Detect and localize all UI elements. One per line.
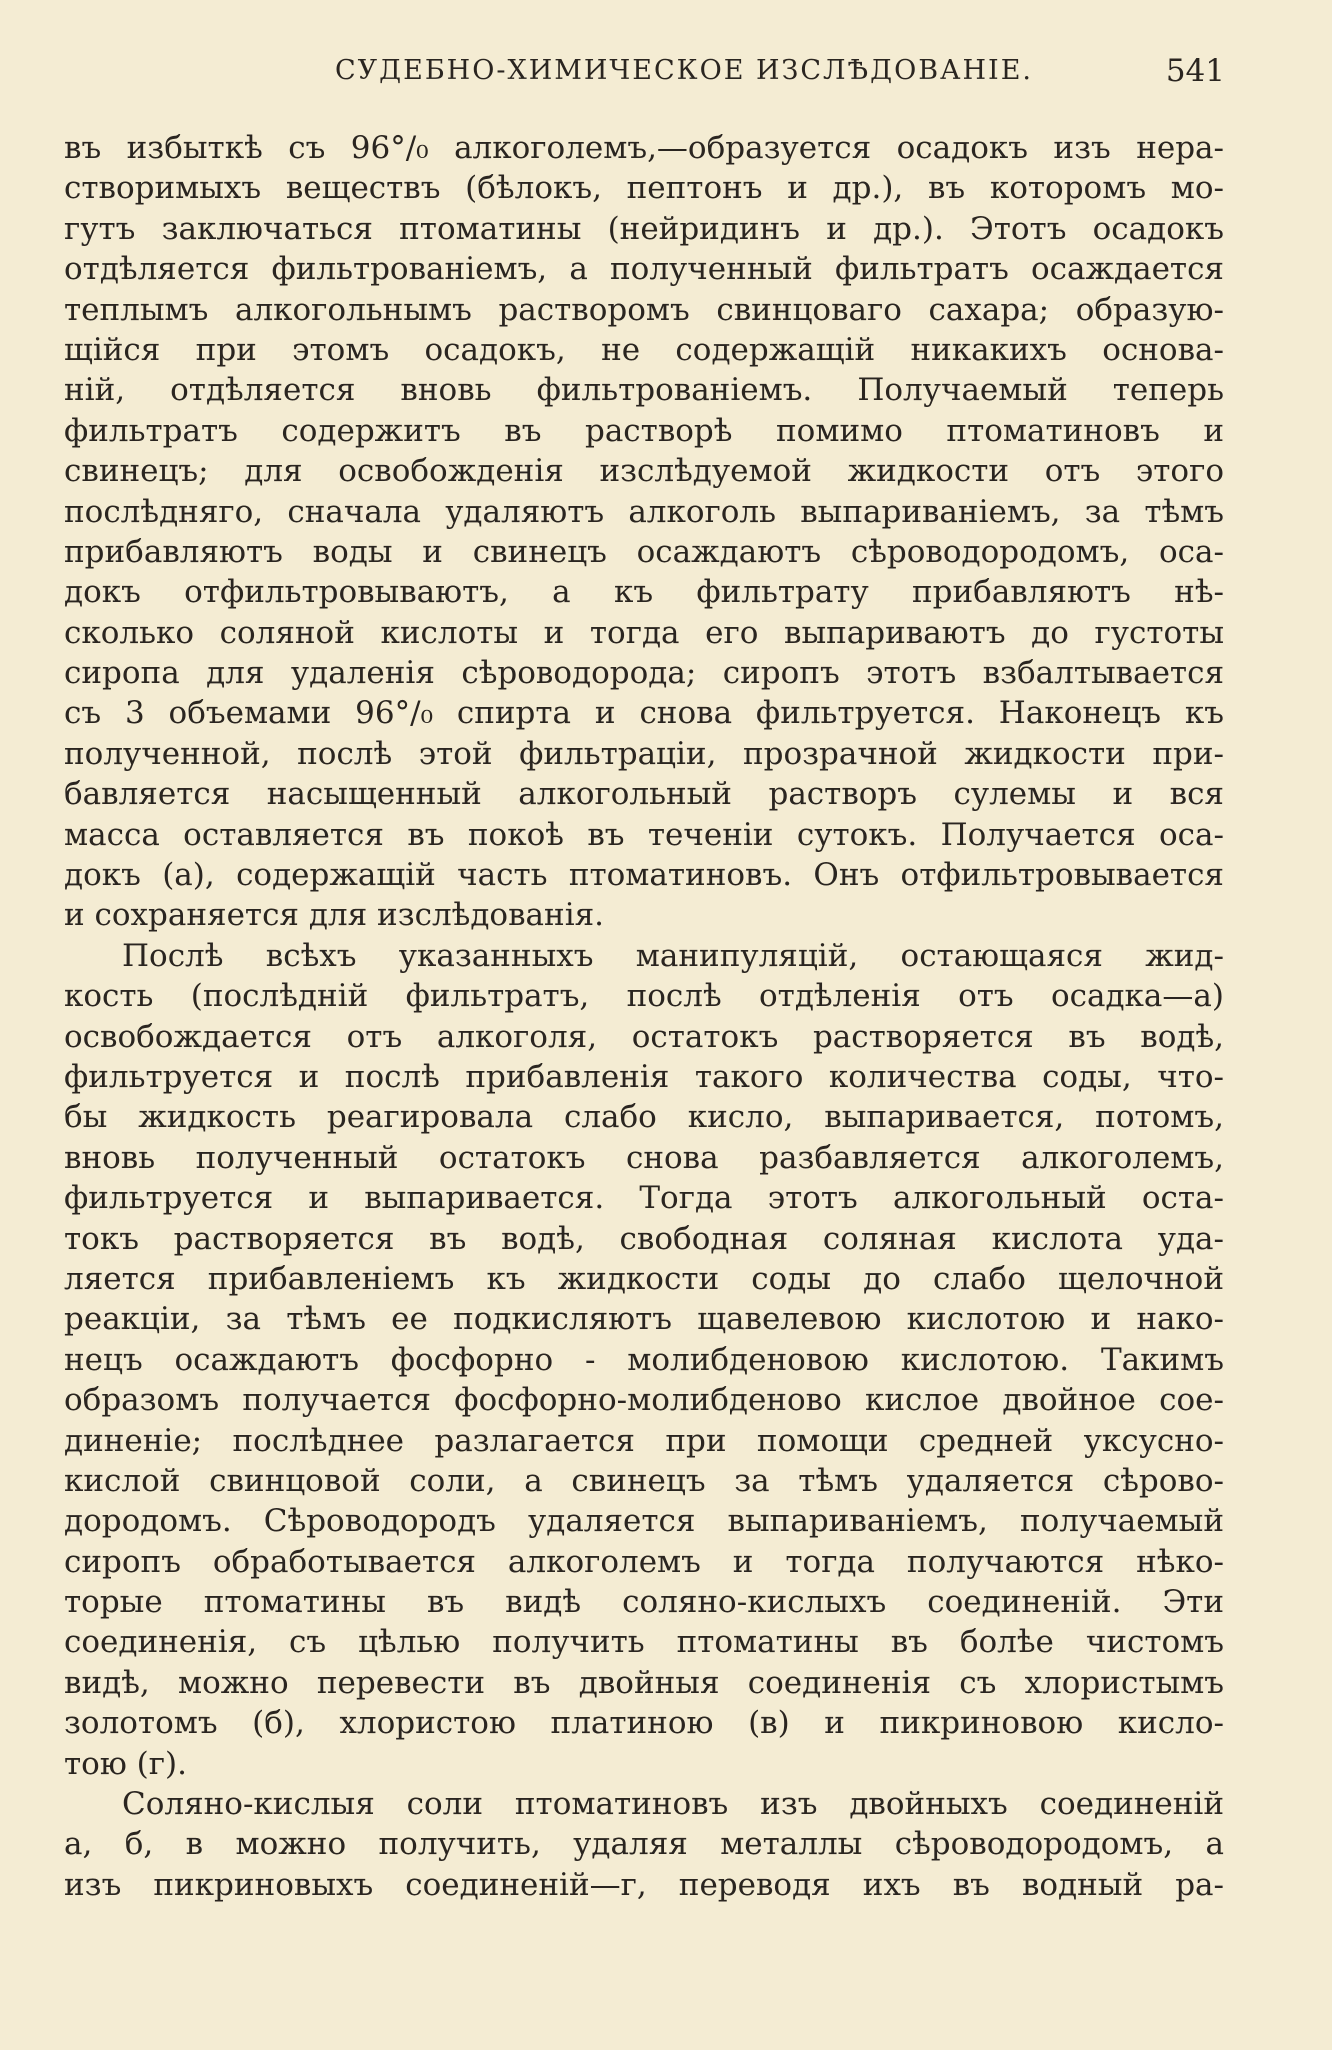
paragraph <box>64 936 1224 1784</box>
text-line: прибавляютъ воды и свинецъ осаждаютъ сѣроводородомъ, оса- <box>64 533 1224 570</box>
text-line: а, б, в можно получить, удаляя металлы сѣроводородомъ, а <box>64 1826 1224 1863</box>
text-line: послѣдняго, сначала удаляютъ алкоголь выпариваніемъ, за тѣмъ <box>64 493 1224 530</box>
text-line: соединенія, съ цѣлью получить птоматины въ болѣе чистомъ <box>64 1624 1224 1661</box>
text-line: фильтратъ содержитъ въ растворѣ помимо птоматиновъ и <box>64 412 1224 449</box>
text-line: масса оставляется въ покоѣ въ теченіи сутокъ. Получается оса- <box>64 816 1224 853</box>
text-line: въ избыткѣ съ 96°/₀ алкоголемъ,—образуется осадокъ изъ нера- <box>64 130 1224 166</box>
text-line: видѣ, можно перевести въ двойныя соединенія съ хлористымъ <box>64 1664 1224 1701</box>
running-head: СУДЕБНО-ХИМИЧЕСКОЕ ИЗСЛѢДОВАНІЕ. <box>335 55 1033 86</box>
text-line: вновь полученный остатокъ снова разбавляется алкоголемъ, <box>64 1139 1224 1176</box>
text-line: реакціи, за тѣмъ ее подкисляютъ щавелевою кислотою и нако- <box>64 1301 1224 1338</box>
text-line: дородомъ. Сѣроводородъ удаляется выпариваніемъ, получаемый <box>64 1503 1224 1540</box>
text-line: сколько соляной кислоты и тогда его выпариваютъ до густоты <box>64 614 1224 651</box>
text-line: Соляно-кислыя соли птоматиновъ изъ двойныхъ соединеній <box>122 1786 1224 1823</box>
text-line: докъ (а), содержащій часть птоматиновъ. Онъ отфильтровывается <box>64 857 1224 894</box>
text-line: изъ пикриновыхъ соединеній—г, переводя ихъ въ водный ра- <box>64 1866 1224 1903</box>
text-line: ляется прибавленіемъ къ жидкости соды до слабо щелочной <box>64 1260 1224 1297</box>
text-line: сиропъ обработывается алкоголемъ и тогда получаются нѣко- <box>64 1543 1224 1580</box>
text-line: фильтруется и выпаривается. Тогда этотъ алкогольный оста- <box>64 1180 1224 1217</box>
text-line: бавляется насыщенный алкогольный растворъ сулемы и вся <box>64 776 1224 813</box>
text-line: кислой свинцовой соли, а свинецъ за тѣмъ удаляется сѣрово- <box>64 1462 1224 1499</box>
text-line: фильтруется и послѣ прибавленія такого количества соды, что- <box>64 1058 1224 1095</box>
text-line: щійся при этомъ осадокъ, не содержащій никакихъ основа- <box>64 331 1224 368</box>
text-line: освобождается отъ алкоголя, остатокъ растворяется въ водѣ, <box>64 1018 1224 1055</box>
paragraph <box>64 1784 1224 1905</box>
text-line: диненіе; послѣднее разлагается при помощи средней уксусно- <box>64 1422 1224 1459</box>
text-line: и сохраняется для изслѣдованія. <box>64 897 605 934</box>
page-header <box>335 48 1225 94</box>
text-line: свинецъ; для освобожденія изслѣдуемой жидкости отъ этого <box>64 453 1224 490</box>
paragraph <box>64 128 1224 936</box>
text-line: теплымъ алкогольнымъ растворомъ свинцоваго сахара; образую- <box>64 291 1224 328</box>
text-line: гутъ заключаться птоматины (нейридинъ и др.). Этотъ осадокъ <box>64 210 1224 247</box>
text-line: торые птоматины въ видѣ соляно-кислыхъ соединеній. Эти <box>64 1584 1224 1621</box>
body-text <box>64 128 1224 1905</box>
text-line: докъ отфильтровываютъ, а къ фильтрату прибавляютъ нѣ- <box>64 574 1224 611</box>
text-line: золотомъ (б), хлористою платиною (в) и пикриновою кисло- <box>64 1705 1224 1742</box>
text-line: образомъ получается фосфорно-молибденово кислое двойное сое- <box>64 1382 1224 1419</box>
page-number: 541 <box>1165 53 1225 89</box>
text-line: створимыхъ веществъ (бѣлокъ, пептонъ и др.), въ которомъ мо- <box>64 170 1224 207</box>
text-line: токъ растворяется въ водѣ, свободная соляная кислота уда- <box>64 1220 1224 1257</box>
text-line: нецъ осаждаютъ фосфорно - молибденовою кислотою. Такимъ <box>64 1341 1224 1378</box>
text-line: ній, отдѣляется вновь фильтрованіемъ. Получаемый теперь <box>64 372 1224 409</box>
text-line: сиропа для удаленія сѣроводорода; сиропъ этотъ взбалтывается <box>64 655 1224 692</box>
text-line: кость (послѣдній фильтратъ, послѣ отдѣленія отъ осадка—а) <box>64 978 1224 1015</box>
text-line: отдѣляется фильтрованіемъ, а полученный фильтратъ осаждается <box>64 251 1224 288</box>
text-line: тою (г). <box>64 1745 187 1782</box>
text-line: полученной, послѣ этой фильтраціи, прозрачной жидкости при- <box>64 735 1224 772</box>
text-line: съ 3 объемами 96°/₀ спирта и снова фильтруется. Наконецъ къ <box>64 695 1224 732</box>
text-line: Послѣ всѣхъ указанныхъ манипуляцій, остающаяся жид- <box>122 937 1224 974</box>
text-line: бы жидкость реагировала слабо кисло, выпаривается, потомъ, <box>64 1099 1224 1136</box>
